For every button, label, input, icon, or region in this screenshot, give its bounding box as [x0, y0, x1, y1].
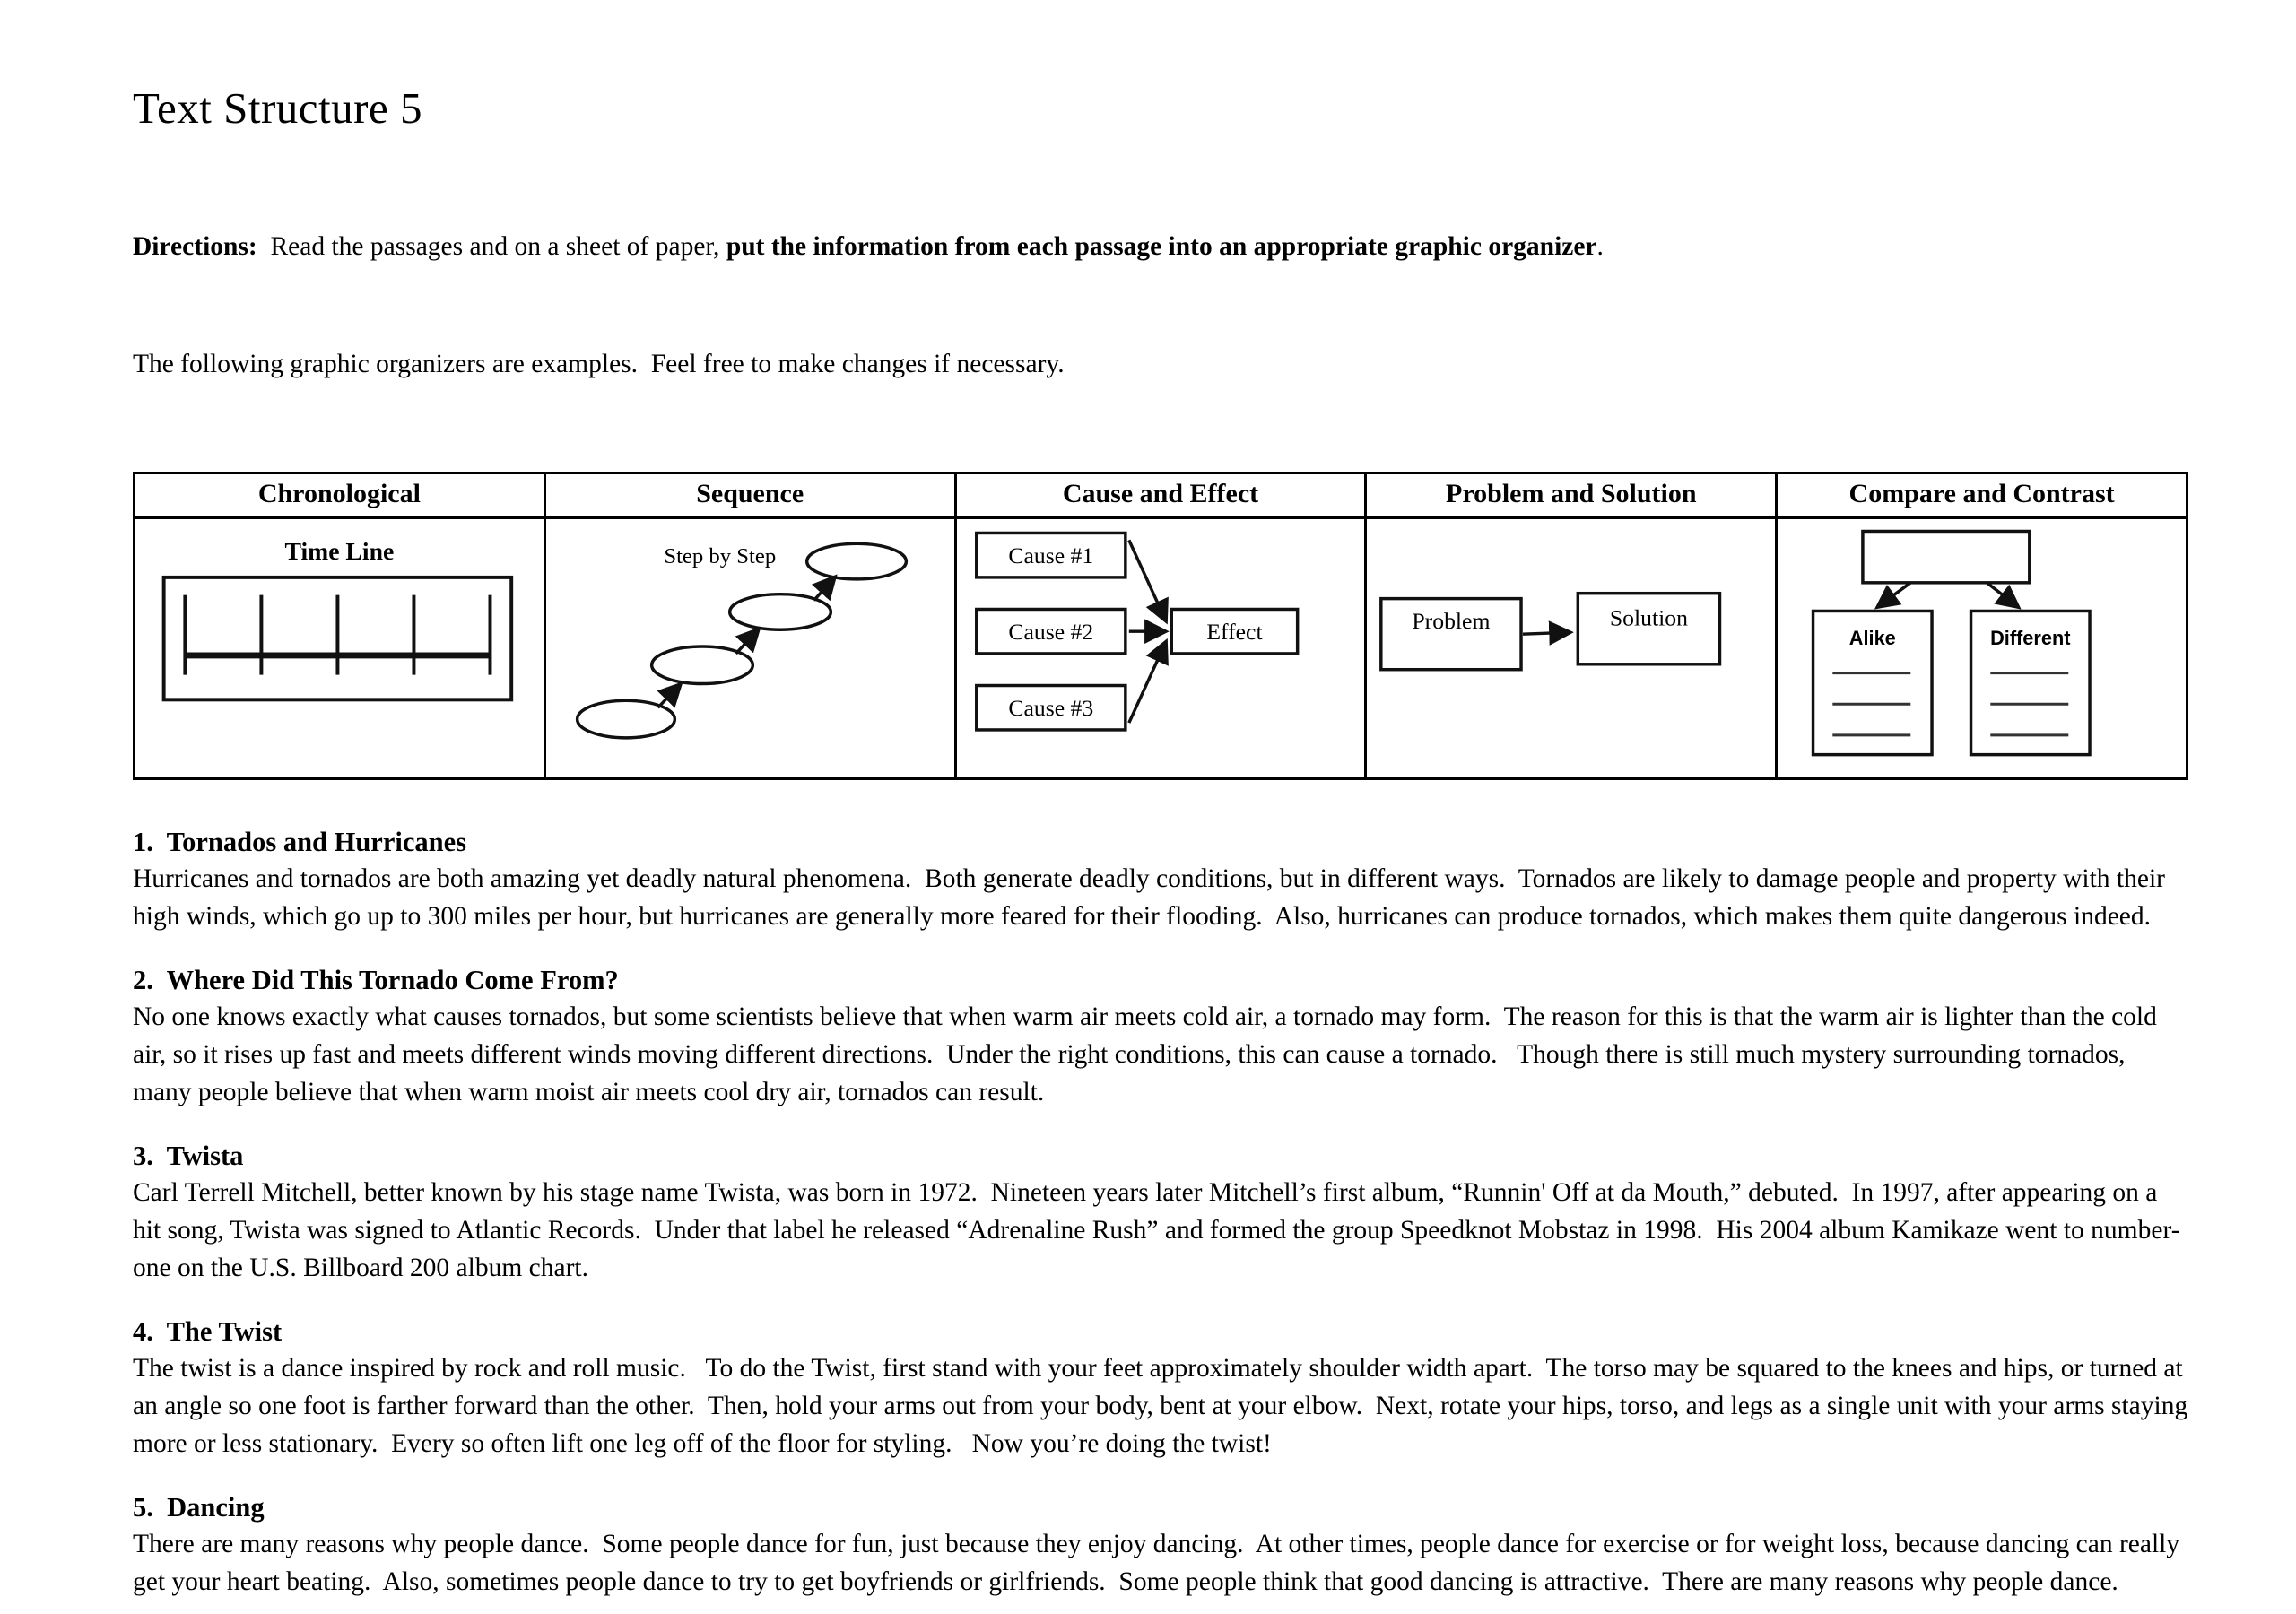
cell-compare-contrast: [1777, 517, 2187, 779]
directions-line2: The following graphic organizers are examples. Feel free to make changes if necessary.: [133, 350, 1065, 379]
passages-section: [133, 827, 2195, 1601]
cell-problem-solution: [1366, 517, 1777, 779]
passage-3-body: Carl Terrell Mitchell, better known by his stage name Twista, was born in 1972. Nineteen years later Mitchell’s first album, “Runnin' Off at da Mouth,” debuted. In 1997, after appearing on a hit song, Twista was signed to Atlantic Records. Under that label he released “Adrenaline Rush” and formed the group Speedknot Mobstaz in 1998. His 2004 album Kamikaze went to number-one on the U.S. Billboard 200 album chart.: [133, 1178, 2180, 1283]
header-compare-contrast: Compare and Contrast: [1777, 473, 2187, 518]
cause3-label: Cause #3: [1007, 695, 1093, 722]
passage-2: [133, 965, 2188, 1111]
passage-5: [133, 1492, 2188, 1601]
passage-5-body: There are many reasons why people dance. Some people dance for fun, just because they enjoy dancing. At other times, people dance for exercise or for weight loss, because dancing can really get your heart beating. Also, sometimes people dance to try to get boyfriends or girlfriends. Some people think that good dancing is attractive. There are many reasons why people dance.: [133, 1530, 2187, 1597]
directions-lead: Read the passages and on a sheet of paper,: [257, 232, 726, 262]
compare-contrast-diagram: [1778, 519, 2186, 776]
cause2-label: Cause #2: [1007, 619, 1093, 646]
passage-4-body: The twist is a dance inspired by rock and roll music. To do the Twist, first stand with your feet approximately shoulder width apart. The torso may be squared to the knees and hips, or turned at an angle so one foot is farther forward than the other. Then, hold your arms out from your body, bent at your elbow. Next, rotate your hips, torso, and legs as a single unit with your arms staying more or less stationary. Every so often lift one leg off of the floor for styling. Now you’re doing the twist!: [133, 1354, 2195, 1459]
different-lines: [1990, 673, 2068, 735]
directions-tail: .: [1596, 232, 1604, 262]
passage-4-title: 4. The Twist: [133, 1316, 283, 1348]
directions-label: Directions:: [133, 232, 257, 262]
graphic-organizer-table: [133, 472, 2188, 780]
step-by-step-diagram: [546, 519, 954, 776]
cause-effect-arrows: [1128, 541, 1166, 724]
cause1-label: Cause #1: [1007, 542, 1093, 569]
sequence-ovals: [577, 544, 906, 739]
cell-chronological: [135, 517, 545, 779]
timeline-label: Time Line: [284, 537, 395, 566]
page-title: Text Structure 5: [133, 83, 422, 133]
timeline-ticks: [185, 595, 490, 675]
passage-4: [133, 1316, 2195, 1462]
alike-label: Alike: [1848, 627, 1896, 650]
different-label: Different: [1990, 627, 2071, 650]
cause-effect-diagram: [957, 519, 1365, 776]
passage-5-title: 5. Dancing: [133, 1492, 265, 1523]
compare-arrows: [1877, 583, 2019, 608]
topic-box: [1863, 532, 2030, 583]
passage-1-body: Hurricanes and tornados are both amazing yet deadly natural phenomena. Both generate deadly conditions, but in different ways. Tornados are likely to damage people and property with their high winds, which go up to 300 miles per hour, but hurricanes are generally more feared for their flooding. Also, hurricanes can produce tornados, which makes them quite dangerous indeed.: [133, 864, 2172, 932]
passage-3: [133, 1141, 2188, 1287]
alike-lines: [1832, 673, 1910, 735]
header-cause-effect: Cause and Effect: [955, 473, 1366, 518]
passage-1: [133, 827, 2188, 935]
timeline-diagram: [135, 519, 544, 776]
cell-cause-effect: [955, 517, 1366, 779]
passage-1-title: 1. Tornados and Hurricanes: [133, 827, 467, 858]
passage-2-body: No one knows exactly what causes tornados, but some scientists believe that when warm air meets cold air, a tornado may form. The reason for this is that the warm air is lighter than the cold air, so it rises up fast and meets different winds moving different directions. Under the right conditions, this can cause a tornado. Though there is still much mystery surrounding tornados, many people believe that when warm moist air meets cool dry air, tornados can result.: [133, 1002, 2164, 1107]
directions-bold-phrase: put the information from each passage into an appropriate graphic organizer: [726, 232, 1597, 262]
organizer-header-row: [135, 473, 2187, 518]
header-chronological: Chronological: [135, 473, 545, 518]
solution-label: Solution: [1610, 604, 1689, 631]
passage-2-title: 2. Where Did This Tornado Come From?: [133, 965, 619, 996]
organizer-diagram-row: [135, 517, 2187, 779]
directions-line1: [133, 228, 2188, 267]
passage-3-title: 3. Twista: [133, 1141, 244, 1172]
cell-sequence: [544, 517, 955, 779]
problem-solution-diagram: [1367, 519, 1775, 776]
problem-label: Problem: [1412, 608, 1491, 635]
problem-solution-arrow: [1523, 632, 1570, 634]
effect-label: Effect: [1205, 619, 1263, 646]
sequence-label: Step by Step: [664, 544, 777, 569]
header-problem-solution: Problem and Solution: [1366, 473, 1777, 518]
header-sequence: Sequence: [544, 473, 955, 518]
directions: [133, 150, 2188, 463]
